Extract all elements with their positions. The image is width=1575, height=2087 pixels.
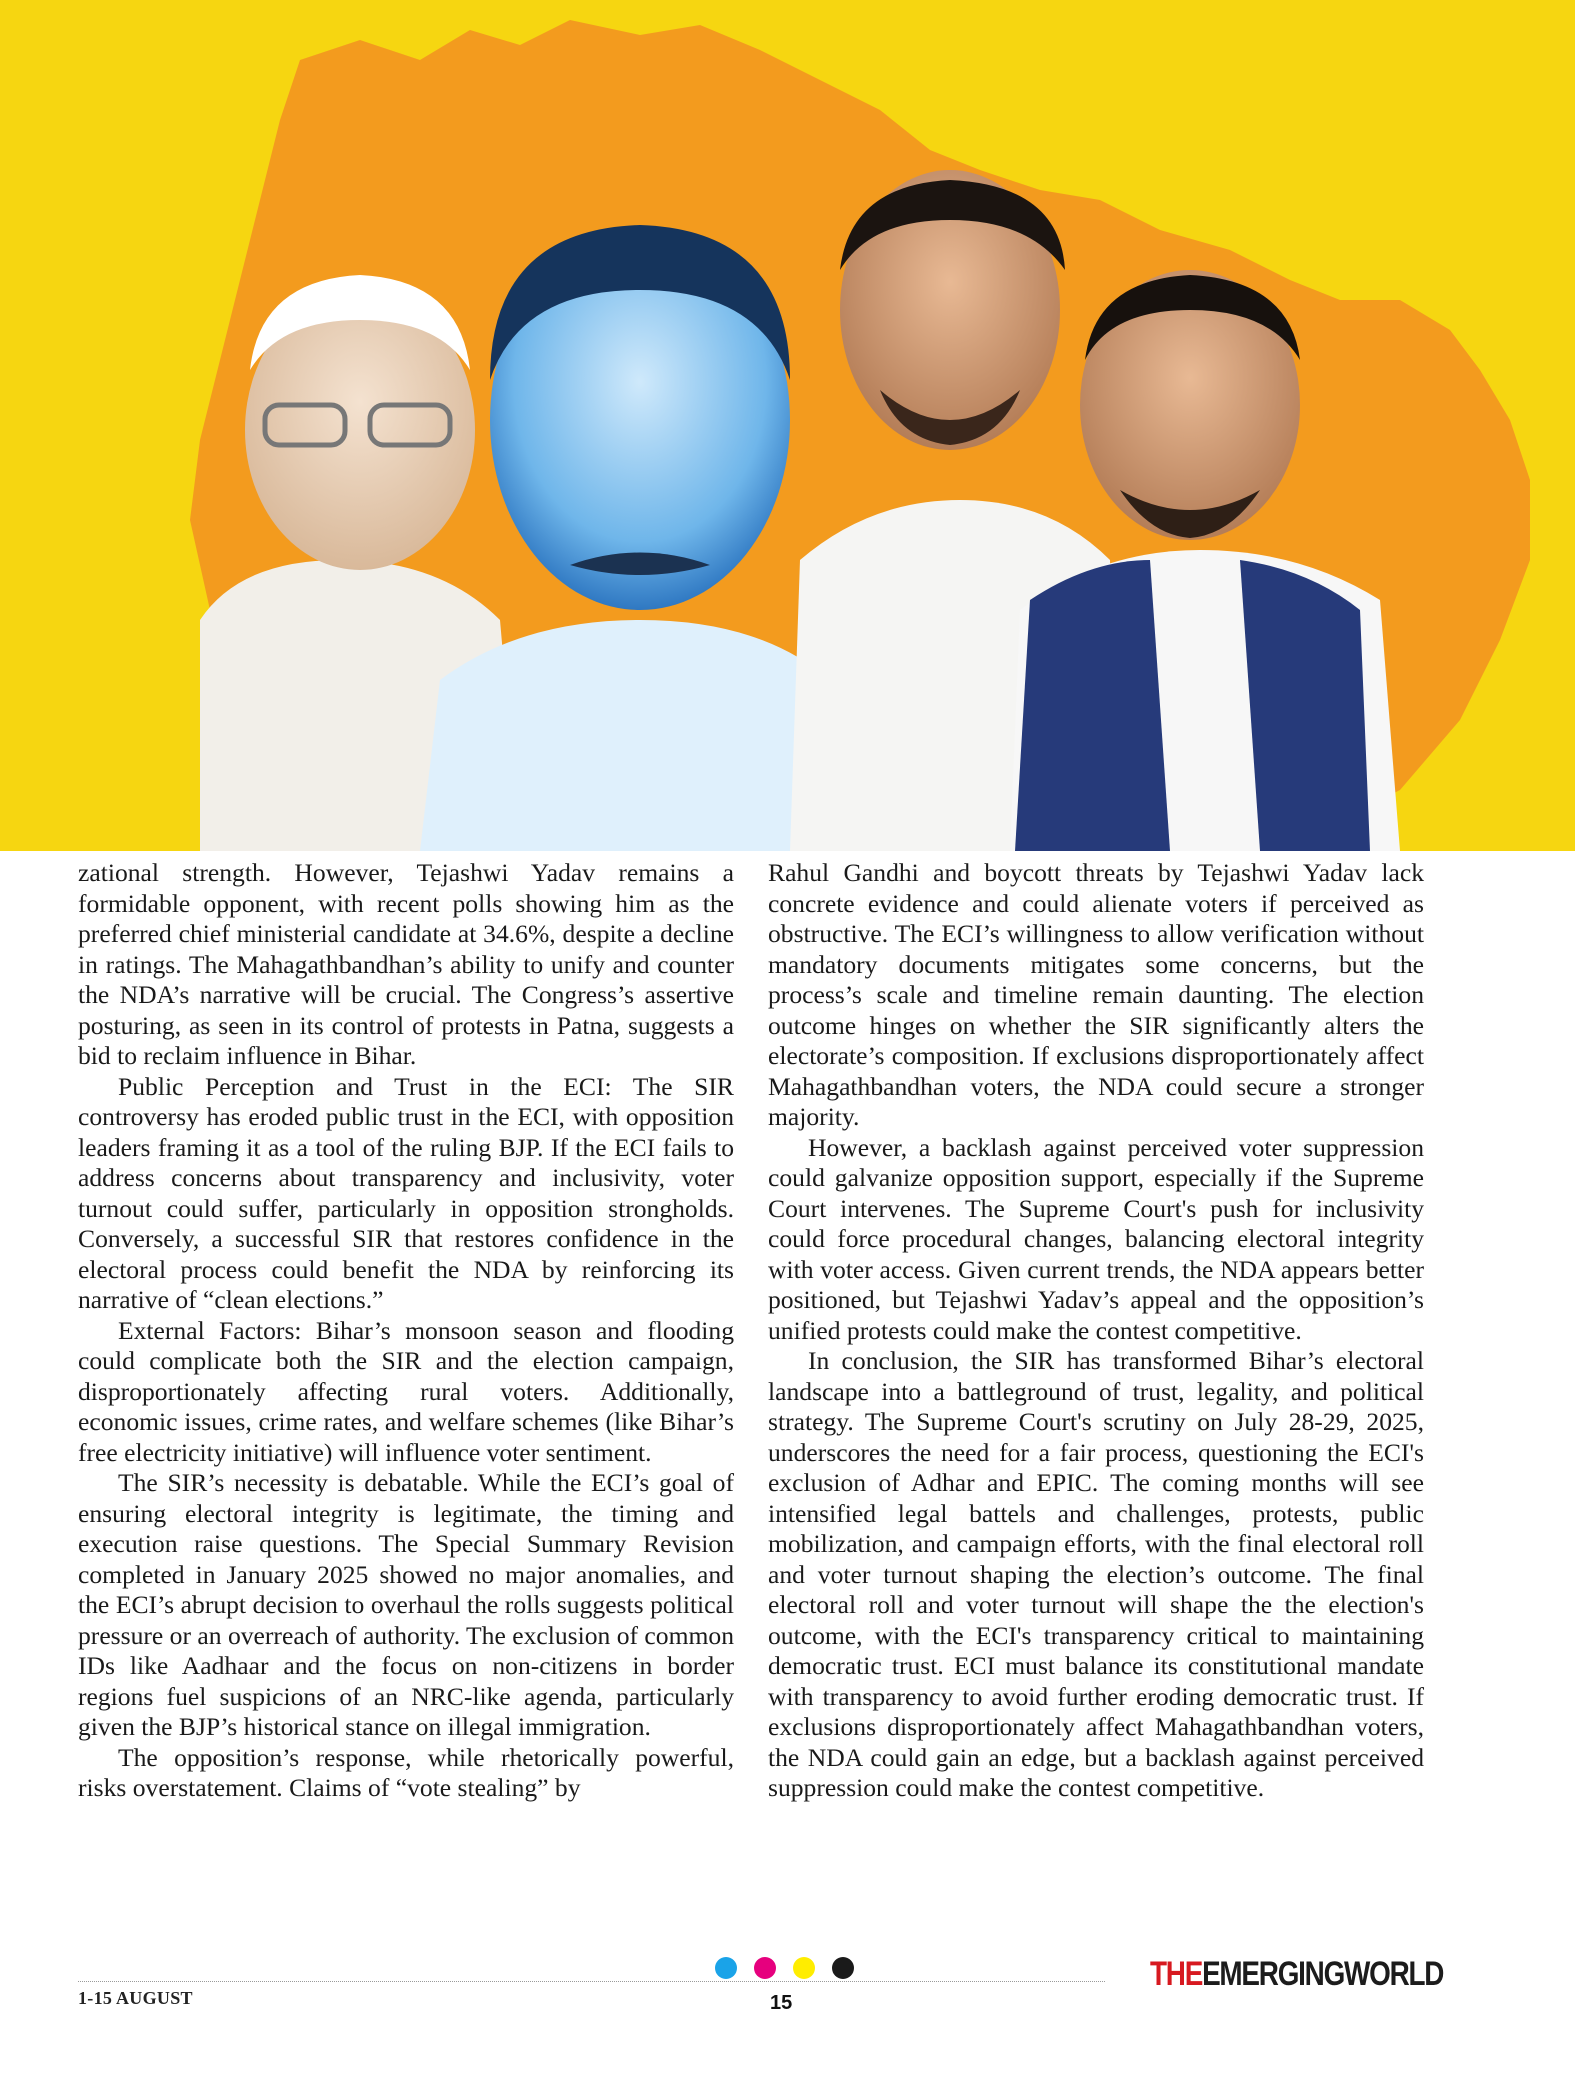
black-dot-icon (832, 1957, 854, 1979)
hero-photo-collage (0, 0, 1575, 851)
logo-the: THE (1150, 1955, 1203, 1993)
paragraph: External Factors: Bihar’s monsoon season and flooding could complicate both the SIR and the election campaign, disproportionately affecting rural voters. Additionally, economic issues, crime rates, and welfare schemes (like Bihar’s free electricity initiative) will influence voter sentiment. (78, 1315, 734, 1467)
article-right-column (768, 858, 1424, 1804)
article-left-column (78, 858, 734, 1804)
logo-emerging-world: EMERGINGWORLD (1202, 1955, 1444, 1993)
cyan-dot-icon (715, 1957, 737, 1979)
magenta-dot-icon (754, 1957, 776, 1979)
paragraph: Rahul Gandhi and boycott threats by Tejashwi Yadav lack concrete evidence and could alienate voters if perceived as obstructive. The ECI’s willingness to allow verification without mandatory documents mitigates some concerns, but the process’s scale and timeline remain daunting. The election outcome hinges on whether the SIR significantly alters the electorate’s composition. If exclusions disproportionately affect Mahagathbandhan voters, the NDA could secure a stronger majority. (768, 858, 1424, 1131)
issue-date: 1-15 AUGUST (78, 1988, 193, 2008)
page-number: 15 (770, 1992, 793, 2014)
paragraph: However, a backlash against perceived voter suppression could galvanize opposition support, especially if the Supreme Court intervenes. The Supreme Court's push for inclusivity could force procedural changes, balancing electoral integrity with voter access. Given current trends, the NDA appears better positioned, but Tejashwi Yadav’s appeal and the opposition’s unified protests could make the contest competitive. (768, 1132, 1424, 1345)
paragraph: The SIR’s necessity is debatable. While the ECI’s goal of ensuring electoral integrity is legitimate, the timing and execution raise questions. The Special Summary Revision completed in January 2025 showed no major anomalies, and the ECI’s abrupt decision to overhaul the rolls suggests political pressure or an overreach of authority. The exclusion of common IDs like Aadhaar and the focus on non-citizens in border regions fuel suspicions of an NRC-like agenda, particularly given the BJP’s historical stance on illegal immigration. (78, 1468, 734, 1741)
hero-illustration (0, 0, 1575, 851)
paragraph: zational strength. However, Tejashwi Yadav remains a formidable opponent, with recent polls showing him as the preferred chief ministerial candidate at 34.6%, despite a decline in ratings. The Mahagathbandhan’s ability to unify and counter the NDA’s narrative will be crucial. The Congress’s assertive posturing, as seen in its control of protests in Patna, suggests a bid to reclaim influence in Bihar. (78, 858, 734, 1070)
paragraph: In conclusion, the SIR has transformed Bihar’s electoral landscape into a battleground of trust, legality, and political strategy. The Supreme Court's scrutiny on July 28-29, 2025, underscores the need for a fair process, questioning the ECI's exclusion of Adhar and EPIC. The coming months will see intensified legal battels and challenges, protests, public mobilization, and campaign efforts, with the final electoral roll and voter turnout shaping the election’s outcome. The final electoral roll and voter turnout will shape the the election's outcome, with the ECI's transparency critical to maintaining democratic trust. ECI must balance its constitutional mandate with transparency to avoid further eroding democratic trust. If exclusions disproportionately affect Mahagathbandhan voters, the NDA could gain an edge, but a backlash against perceived suppression could make the contest competitive. (768, 1346, 1424, 1802)
footer-divider (78, 1981, 1105, 1982)
yellow-dot-icon (793, 1957, 815, 1979)
publication-logo (1150, 1955, 1443, 1994)
paragraph: Public Perception and Trust in the ECI: The SIR controversy has eroded public trust in the ECI, with opposition leaders framing it as a tool of the ruling BJP. If the ECI fails to address concerns about transparency and inclusivity, voter turnout could suffer, particularly in opposition strongholds. Conversely, a successful SIR that restores confidence in the electoral process could benefit the NDA by reinforcing its narrative of “clean elections.” (78, 1071, 734, 1314)
print-registration-marks (715, 1957, 854, 1979)
paragraph: The opposition’s response, while rhetorically powerful, risks overstatement. Claims of “vote stealing” by (78, 1742, 734, 1802)
